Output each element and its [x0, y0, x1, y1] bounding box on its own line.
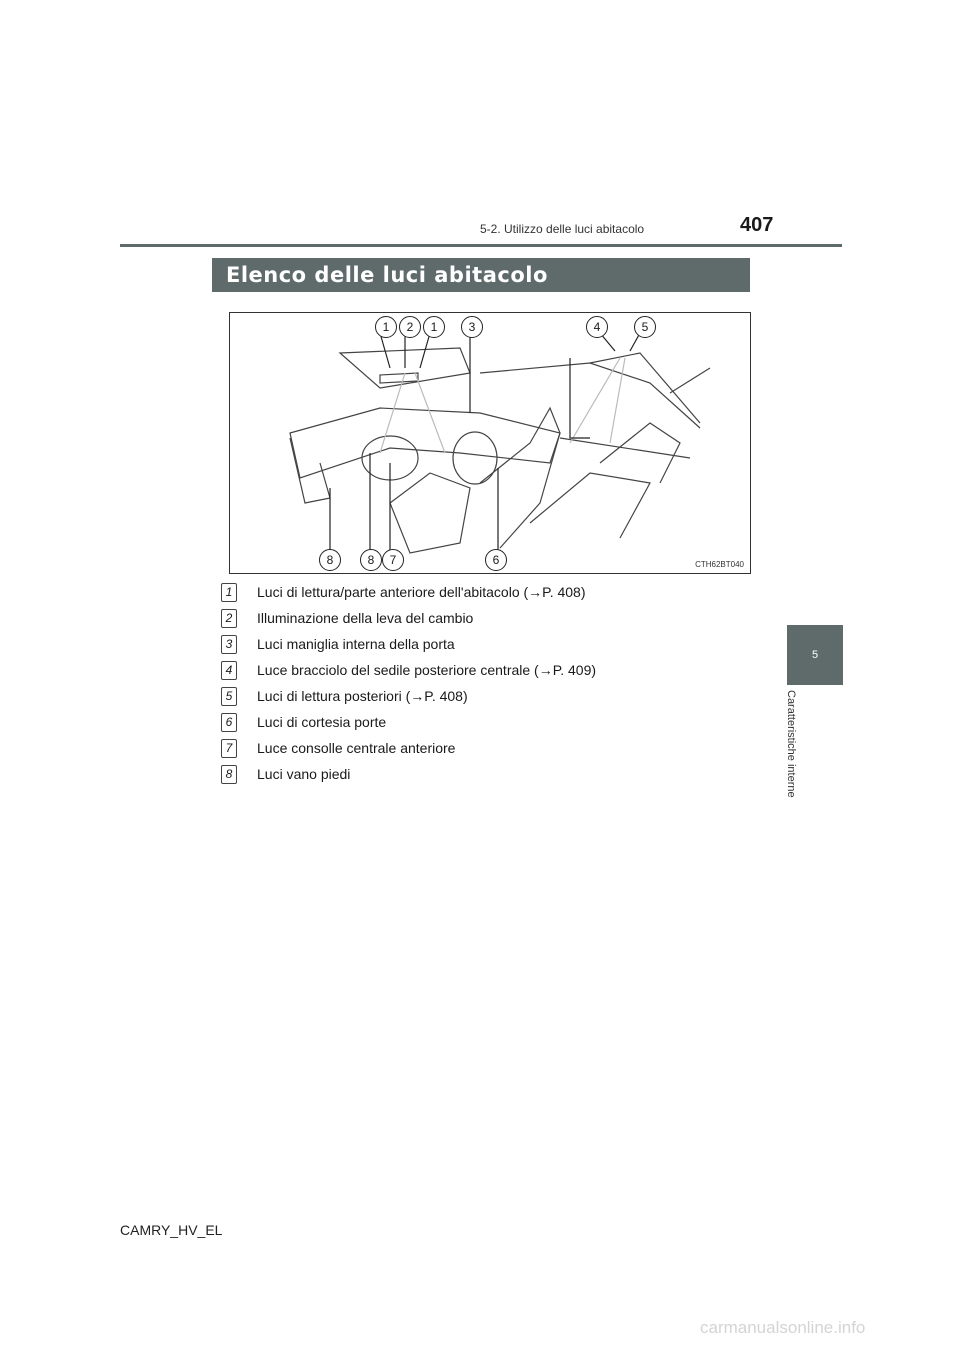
car-interior-illustration	[230, 313, 750, 573]
interior-lights-figure	[229, 312, 751, 574]
legend-item	[221, 765, 761, 791]
callout-top-4: 3	[461, 316, 483, 338]
legend-item	[221, 583, 761, 609]
callout-top-2: 2	[399, 316, 421, 338]
legend-number: 6	[221, 713, 237, 732]
callout-bottom-3: 7	[382, 549, 404, 571]
header-section-title: 5-2. Utilizzo delle luci abitacolo	[480, 222, 645, 236]
legend-number: 2	[221, 609, 237, 628]
legend-item	[221, 635, 761, 661]
legend-number: 4	[221, 661, 237, 680]
legend-item	[221, 713, 761, 739]
legend-text: Luce consolle centrale anteriore	[257, 740, 456, 756]
legend-item	[221, 739, 761, 765]
page-number: 407	[740, 214, 774, 236]
legend-number: 8	[221, 765, 237, 784]
callout-bottom-1: 8	[319, 549, 341, 571]
section-title: Elenco delle luci abitacolo	[212, 258, 750, 292]
legend-text: Luci di lettura/parte anteriore dell'abitacolo (→P. 408)	[257, 584, 586, 600]
legend-item	[221, 609, 761, 635]
legend-text: Luci di cortesia porte	[257, 714, 387, 730]
callout-top-3: 1	[423, 316, 445, 338]
legend-text: Luce bracciolo del sedile posteriore centrale (→P. 409)	[257, 662, 597, 678]
callout-bottom-4: 6	[485, 549, 507, 571]
header-rule	[120, 244, 842, 247]
callout-bottom-2: 8	[360, 549, 382, 571]
legend-text: Luci vano piedi	[257, 766, 351, 782]
legend-text: Illuminazione della leva del cambio	[257, 610, 474, 626]
legend-number: 1	[221, 583, 237, 602]
callout-top-1: 1	[375, 316, 397, 338]
chapter-label: Caratteristiche interne	[785, 690, 797, 798]
legend-text: Luci maniglia interna della porta	[257, 636, 455, 652]
legend-number: 7	[221, 739, 237, 758]
callout-top-6: 5	[634, 316, 656, 338]
legend-number: 5	[221, 687, 237, 706]
legend-item	[221, 687, 761, 713]
callout-top-5: 4	[586, 316, 608, 338]
watermark: carmanualsonline.info	[700, 1318, 866, 1337]
legend-item	[221, 661, 761, 687]
chapter-tab	[787, 625, 843, 685]
legend-number: 3	[221, 635, 237, 654]
legend-text: Luci di lettura posteriori (→P. 408)	[257, 688, 468, 704]
figure-code: CTH62BT040	[695, 560, 744, 569]
chapter-number: 5	[811, 649, 819, 661]
footer-model-code: CAMRY_HV_EL	[120, 1222, 223, 1238]
legend-list	[221, 583, 761, 791]
